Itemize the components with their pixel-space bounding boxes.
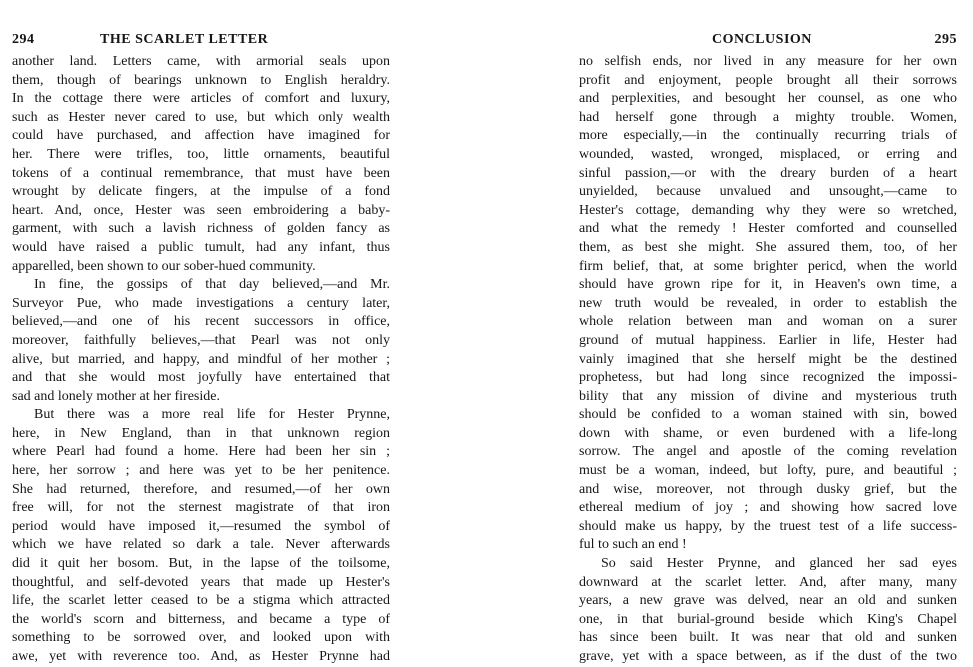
text-line: which we have related so dark a tale. Never afterwards (12, 537, 390, 553)
text-line: more especially,—in the continually recurring trials of (579, 128, 957, 144)
text-line: should have grown ripe for it, in Heaven's own time, a (579, 277, 957, 293)
text-line: years, a new grave was delved, near an old and sunken (579, 593, 957, 609)
right-body-text (579, 53, 957, 667)
text-line: and perplexities, and besought her counsel, as one who (579, 91, 957, 107)
text-line: So said Hester Prynne, and glanced her sad eyes (601, 556, 957, 572)
text-line: She had returned, therefore, and resumed,—of her own (12, 481, 390, 497)
text-line: awe, yet with reverence too. And, as Hester Prynne had (12, 649, 390, 664)
right-page (579, 0, 957, 664)
text-line: heart. And, once, Hester was seen embroidering a baby- (12, 202, 390, 218)
text-line: ful to such an end ! (579, 537, 687, 553)
text-line: thoughtful, and self-devoted years that made up Hester's (12, 574, 390, 590)
text-line: apparelled, been shown to our sober-hued community. (12, 258, 316, 274)
text-line: sinful passion,—or with the dreary burden of a heart (579, 165, 957, 181)
text-line: something to be sorrowed over, and looked upon with (12, 630, 390, 646)
text-line: should be confided to a woman stained with sin, bowed (579, 407, 957, 423)
left-running-title: THE SCARLET LETTER (100, 32, 269, 47)
right-running-head (579, 32, 957, 52)
text-line: vainly imagined that she herself might be the destined (579, 351, 957, 367)
text-line: ethereal medium of joy ; and showing how sacred love (579, 500, 957, 516)
text-line: here, her sorrow ; and here was yet to be her penitence. (12, 463, 390, 479)
text-line: no selfish ends, nor lived in any measure for her own (579, 54, 957, 69)
text-line: did it quit her bosom. But, in the lapse of the toilsome, (12, 556, 390, 572)
text-line: sad and lonely mother at her fireside. (12, 388, 220, 404)
text-line: them, as best she might. She assured them, too, of her (579, 239, 957, 255)
text-line: believed,—and one of his recent successors in office, (12, 314, 390, 330)
text-line: here, in New England, than in that unknown region (12, 425, 390, 441)
text-line: Surveyor Pue, who made investigations a century later, (12, 295, 390, 311)
left-body-text (12, 53, 390, 667)
text-line: must be a woman, indeed, but lofty, pure, and beautiful ; (579, 463, 957, 479)
text-line: them, though of bearings unknown to English heraldry. (12, 72, 390, 88)
text-line: new truth would be revealed, in order to establish the (579, 295, 957, 311)
text-line: free will, for not the sternest magistrate of that iron (12, 500, 390, 516)
text-line: unyielded, because unvalued and unsought,—came to (579, 184, 957, 200)
left-page (12, 0, 390, 664)
text-line: could have purchased, and affection have imagined for (12, 128, 390, 144)
text-line: profit and enjoyment, people brought all their sorrows (579, 72, 957, 88)
text-line: and what the remedy ! Hester comforted and counselled (579, 221, 957, 237)
text-line: should make us happy, by the truest test of a life success- (579, 518, 957, 534)
text-line: another land. Letters came, with armorial seals upon (12, 54, 390, 69)
text-line: down with shame, or even burdened with a life-long (579, 425, 957, 441)
text-line: wounded, wasted, wronged, misplaced, or erring and (579, 146, 957, 162)
text-line: tokens of a continual remembrance, that must have been (12, 165, 390, 181)
text-line: In the cottage there were articles of comfort and luxury, (12, 91, 390, 107)
text-line: garment, with such a lavish richness of golden fancy as (12, 221, 390, 237)
text-line: where Pearl had found a home. Here had been her sin ; (12, 444, 390, 460)
text-line: life, the scarlet letter ceased to be a stigma which attracted (12, 593, 390, 609)
text-line: Hester's cottage, demanding why they were so wretched, (579, 202, 957, 218)
left-page-number: 294 (12, 32, 35, 47)
text-line: grave, yet with a space between, as if the dust of the two (579, 649, 957, 664)
text-line: had herself gone through a mighty trouble. Women, (579, 109, 957, 125)
text-line: wrought by delicate fingers, at the impulse of a fond (12, 184, 390, 200)
text-line: sorrow. The angel and apostle of the coming revelation (579, 444, 957, 460)
text-line: and wise, moreover, not through dusky grief, but the (579, 481, 957, 497)
text-line: In fine, the gossips of that day believed,—and Mr. (34, 277, 390, 293)
text-line: firm belief, that, at some brighter pericd, when the world (579, 258, 957, 274)
text-line: ground of mutual happiness. Earlier in life, Hester had (579, 332, 957, 348)
text-line: period would have imposed it,—resumed the symbol of (12, 518, 390, 534)
text-line: whole relation between man and woman on a surer (579, 314, 957, 330)
text-line: and that she would most joyfully have entertained that (12, 370, 390, 386)
text-line: would have raised a public tumult, had any infant, thus (12, 239, 390, 255)
text-line: But there was a more real life for Hester Prynne, (34, 407, 390, 423)
text-line: moreover, faithfully believes,—that Pearl was not only (12, 332, 390, 348)
text-line: downward at the scarlet letter. And, after many, many (579, 574, 957, 590)
text-line: alive, but married, and happy, and mindful of her mother ; (12, 351, 390, 367)
right-page-number: 295 (934, 32, 957, 47)
text-line: has since been built. It was near that old and sunken (579, 630, 957, 646)
left-running-head (12, 32, 390, 52)
text-line: one, in that burial-ground beside which King's Chapel (579, 611, 957, 627)
text-line: such as Hester never cared to use, but which only wealth (12, 109, 390, 125)
text-line: bility that any mission of divine and mysterious truth (579, 388, 957, 404)
text-line: the world's scorn and bitterness, and became a type of (12, 611, 390, 627)
text-line: prophetess, but had long since recognized the impossi- (579, 370, 957, 386)
right-running-title: CONCLUSION (712, 32, 812, 47)
text-line: her. There were trifles, too, little ornaments, beautiful (12, 146, 390, 162)
